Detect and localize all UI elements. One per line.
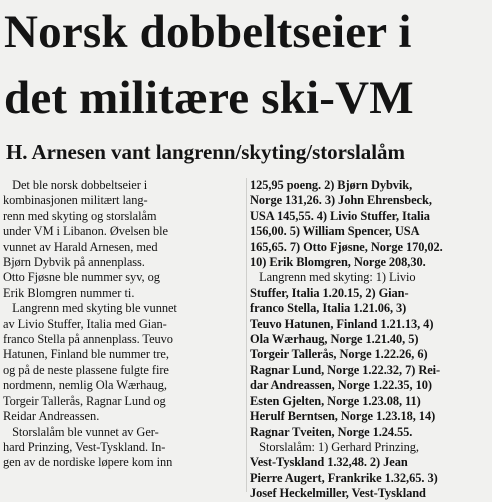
right-column-line: Esten Gjelten, Norge 1.23.08, 11) <box>250 393 421 408</box>
left-column-line: hard Prinzing, Vest-Tyskland. In- <box>3 439 166 454</box>
right-column-line: Josef Heckelmiller, Vest-Tyskland <box>250 486 426 501</box>
right-column-line: dar Andreassen, Norge 1.22.35, 10) <box>250 378 432 393</box>
right-column-line: Langrenn med skyting: 1) Livio <box>250 270 416 285</box>
left-column-line: vunnet av Harald Arnesen, med <box>3 239 158 254</box>
right-column-line: 165,65. 7) Otto Fjøsne, Norge 170,02. <box>250 239 443 254</box>
right-column-line: 125,95 poeng. 2) Bjørn Dybvik, <box>250 178 413 192</box>
column-divider <box>246 178 247 492</box>
left-column-line: Storslalåm ble vunnet av Ger- <box>3 424 159 439</box>
right-column-line: 156,00. 5) William Spencer, USA <box>250 224 420 239</box>
left-column-line: franco Stella på annenplass. Teuvo <box>3 332 173 347</box>
left-column <box>3 178 243 492</box>
right-column-line: USA 145,55. 4) Livio Stuffer, Italia <box>250 208 430 223</box>
right-column <box>250 178 490 501</box>
left-column-line: Hatunen, Finland ble nummer tre, <box>3 347 169 362</box>
left-column-line: under VM i Libanon. Øvelsen ble <box>3 224 168 239</box>
right-column-line: Storslalåm: 1) Gerhard Prinzing, <box>250 439 419 454</box>
right-column-line: Herulf Berntsen, Norge 1.23.18, 14) <box>250 409 436 424</box>
right-column-line: Torgeir Tallerås, Norge 1.22.26, 6) <box>250 347 428 362</box>
right-column-line: Norge 131,26. 3) John Ehrensbeck, <box>250 193 432 208</box>
right-column-line: Stuffer, Italia 1.20.15, 2) Gian- <box>250 285 409 300</box>
left-column-line: Erik Blomgren nummer ti. <box>3 285 135 300</box>
right-column-line: franco Stella, Italia 1.21.06, 3) <box>250 301 407 316</box>
left-column-line: av Livio Stuffer, Italia med Gian- <box>3 316 167 331</box>
left-column-line: Otto Fjøsne ble nummer syv, og <box>3 270 160 285</box>
left-column-line: Torgeir Tallerås, Ragnar Lund og <box>3 393 166 408</box>
left-column-line: nordmenn, nemlig Ola Wærhaug, <box>3 378 167 393</box>
subheadline: H. Arnesen vant langrenn/skyting/storslalåm <box>6 140 405 164</box>
right-column-line: Vest-Tyskland 1.32,48. 2) Jean <box>250 455 408 470</box>
left-column-line: kombinasjonen militært lang- <box>3 193 148 208</box>
left-column-line: og på de neste plassene fulgte fire <box>3 362 169 377</box>
right-column-line: 10) Erik Blomgren, Norge 208,30. <box>250 255 426 270</box>
left-column-line: Bjørn Dybvik på annenplass. <box>3 255 145 270</box>
left-column-line: Langrenn med skyting ble vunnet <box>3 301 177 316</box>
left-column-line: renn med skyting og storslalåm <box>3 208 157 223</box>
right-column-line: Ola Wærhaug, Norge 1.21.40, 5) <box>250 332 419 347</box>
left-column-line: Reidar Andreassen. <box>3 409 100 424</box>
right-column-line: Teuvo Hatunen, Finland 1.21.13, 4) <box>250 316 434 331</box>
right-column-line: Ragnar Tveiten, Norge 1.24.55. <box>250 424 413 439</box>
right-column-line: Ragnar Lund, Norge 1.22.32, 7) Rei- <box>250 362 441 377</box>
left-column-line: Det ble norsk dobbeltseier i <box>3 178 148 192</box>
left-column-line: gen av de nordiske løpere kom inn <box>3 455 173 470</box>
headline-line-2: det militære ski-VM <box>4 72 414 124</box>
headline-line-1: Norsk dobbeltseier i <box>4 6 412 58</box>
right-column-line: Pierre Augert, Frankrike 1.32,65. 3) <box>250 470 438 485</box>
